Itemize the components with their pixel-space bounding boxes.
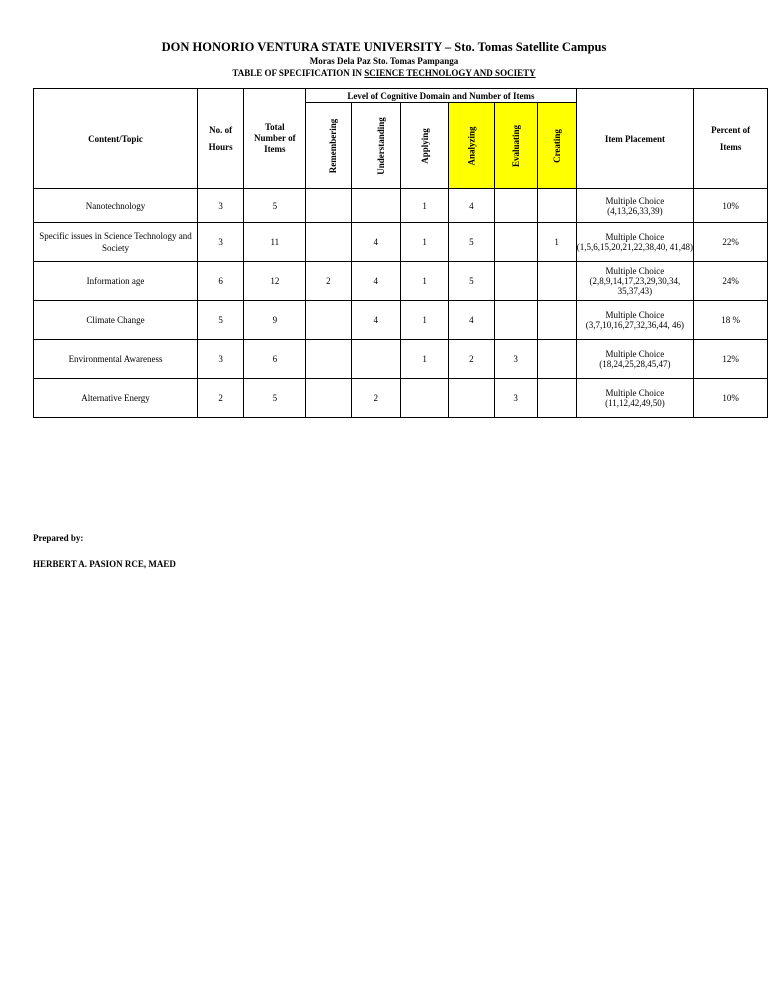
row-placement <box>576 340 694 379</box>
row-analyzing: 4 <box>449 189 494 223</box>
placement-items: (1,5,6,15,20,21,22,38,40, 41,48) <box>576 242 694 252</box>
table-title-prefix: TABLE OF SPECIFICATION IN <box>232 68 365 78</box>
placement-type: Multiple Choice <box>605 310 665 320</box>
address-line: Moras Dela Paz Sto. Tomas Pampanga <box>309 56 459 66</box>
header-applying: Applying <box>400 103 448 189</box>
university-title: DON HONORIO VENTURA STATE UNIVERSITY – Sto. Tomas Satellite Campus <box>161 40 607 54</box>
row-understanding: 4 <box>351 262 400 301</box>
row-hours: 3 <box>198 189 244 223</box>
row-creating <box>537 189 576 223</box>
row-total: 5 <box>244 379 306 418</box>
header-analyzing: Analyzing <box>449 103 494 189</box>
header-total-items: Total Number of Items <box>244 89 306 189</box>
row-percent: 10% <box>694 189 768 223</box>
row-evaluating <box>494 262 537 301</box>
row-remembering <box>306 301 351 340</box>
row-topic: Information age <box>34 262 198 301</box>
header-evaluating: Evaluating <box>494 103 537 189</box>
table-row <box>34 262 768 301</box>
prepared-by-label: Prepared by: <box>33 533 84 543</box>
row-understanding: 4 <box>351 301 400 340</box>
placement-type: Multiple Choice <box>605 232 665 242</box>
table-title-subject: SCIENCE TECHNOLOGY AND SOCIETY <box>364 68 536 78</box>
row-understanding <box>351 189 400 223</box>
row-remembering <box>306 223 351 262</box>
row-understanding <box>351 340 400 379</box>
row-analyzing <box>449 379 494 418</box>
row-placement <box>576 223 694 262</box>
row-evaluating <box>494 189 537 223</box>
row-percent: 22% <box>694 223 768 262</box>
row-topic: Climate Change <box>34 301 198 340</box>
row-placement <box>576 379 694 418</box>
header-item-placement: Item Placement <box>576 89 694 189</box>
row-percent: 10% <box>694 379 768 418</box>
placement-items: (18,24,25,28,45,47) <box>599 359 671 369</box>
row-evaluating: 3 <box>494 340 537 379</box>
row-applying <box>400 379 448 418</box>
row-creating <box>537 262 576 301</box>
row-analyzing: 4 <box>449 301 494 340</box>
row-total: 9 <box>244 301 306 340</box>
header-remembering: Remembering <box>306 103 351 189</box>
row-hours: 6 <box>198 262 244 301</box>
row-percent: 24% <box>694 262 768 301</box>
header-cognitive-domain: Level of Cognitive Domain and Number of Items <box>306 89 576 103</box>
specification-table <box>33 88 768 418</box>
row-creating <box>537 301 576 340</box>
row-creating <box>537 340 576 379</box>
row-analyzing: 5 <box>449 223 494 262</box>
row-total: 6 <box>244 340 306 379</box>
row-total: 12 <box>244 262 306 301</box>
row-topic: Alternative Energy <box>34 379 198 418</box>
row-remembering <box>306 340 351 379</box>
row-applying: 1 <box>400 340 448 379</box>
header-understanding: Understanding <box>351 103 400 189</box>
row-hours: 3 <box>198 340 244 379</box>
row-analyzing: 2 <box>449 340 494 379</box>
row-applying: 1 <box>400 262 448 301</box>
placement-items: (3,7,10,16,27,32,36,44, 46) <box>585 320 685 330</box>
header-creating: Creating <box>537 103 576 189</box>
row-total: 11 <box>244 223 306 262</box>
row-creating: 1 <box>537 223 576 262</box>
row-remembering <box>306 189 351 223</box>
row-understanding: 2 <box>351 379 400 418</box>
header-content-topic: Content/Topic <box>34 89 198 189</box>
row-understanding: 4 <box>351 223 400 262</box>
placement-type: Multiple Choice <box>605 266 665 276</box>
row-evaluating <box>494 301 537 340</box>
table-row <box>34 223 768 262</box>
table-row <box>34 189 768 223</box>
row-creating <box>537 379 576 418</box>
table-title <box>0 68 768 78</box>
table-row <box>34 340 768 379</box>
row-hours: 5 <box>198 301 244 340</box>
row-topic: Environmental Awareness <box>34 340 198 379</box>
row-remembering: 2 <box>306 262 351 301</box>
header-percent: Percent of Items <box>694 89 768 189</box>
row-topic: Specific issues in Science Technology and Society <box>34 223 198 262</box>
row-applying: 1 <box>400 301 448 340</box>
placement-type: Multiple Choice <box>605 349 665 359</box>
row-placement <box>576 262 694 301</box>
placement-items: (2,8,9,14,17,23,29,30,34, 35,37,43) <box>589 276 681 296</box>
row-hours: 2 <box>198 379 244 418</box>
row-evaluating <box>494 223 537 262</box>
row-remembering <box>306 379 351 418</box>
row-placement <box>576 301 694 340</box>
row-analyzing: 5 <box>449 262 494 301</box>
row-percent: 18 % <box>694 301 768 340</box>
row-evaluating: 3 <box>494 379 537 418</box>
row-hours: 3 <box>198 223 244 262</box>
row-total: 5 <box>244 189 306 223</box>
row-placement <box>576 189 694 223</box>
header-hours: No. of Hours <box>198 89 244 189</box>
row-applying: 1 <box>400 223 448 262</box>
preparer-name: HERBERT A. PASION RCE, MAED <box>33 559 176 569</box>
row-topic: Nanotechnology <box>34 189 198 223</box>
placement-type: Multiple Choice <box>605 388 665 398</box>
row-applying: 1 <box>400 189 448 223</box>
table-row <box>34 379 768 418</box>
row-percent: 12% <box>694 340 768 379</box>
placement-type: Multiple Choice <box>605 195 665 206</box>
placement-items: (4,13,26,33,39) <box>607 205 663 216</box>
table-row <box>34 301 768 340</box>
placement-items: (11,12,42,49,50) <box>605 398 665 408</box>
